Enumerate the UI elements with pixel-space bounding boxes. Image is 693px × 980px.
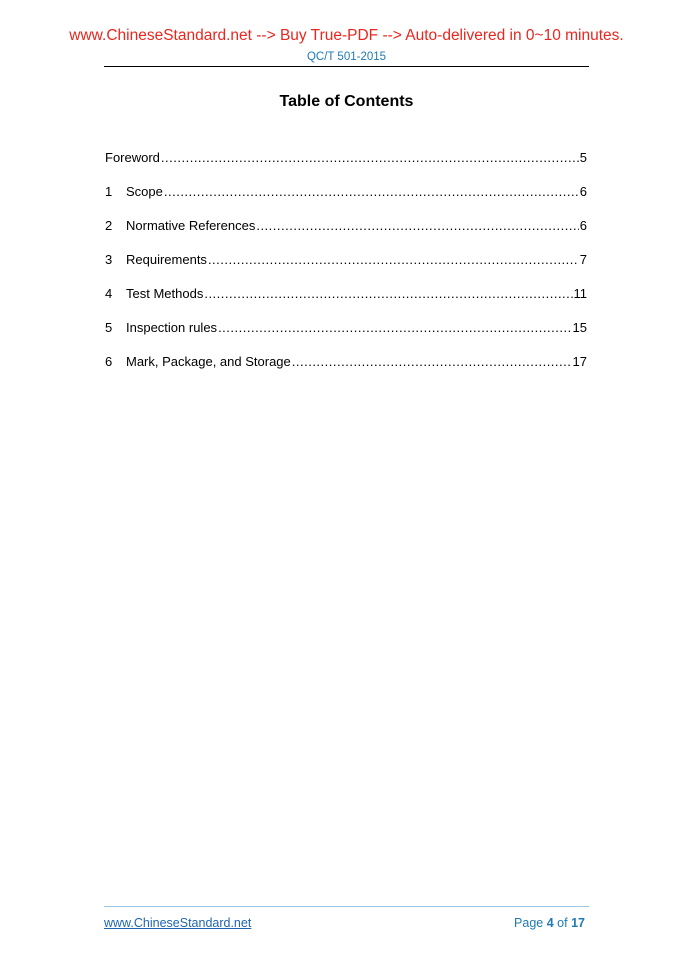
toc-entry-label: Normative References	[126, 218, 256, 233]
toc-entry-foreword[interactable]	[105, 150, 587, 184]
toc-entry-scope[interactable]	[105, 184, 587, 218]
toc-leader-dots	[218, 320, 571, 335]
toc-entry-page: 5	[579, 150, 587, 165]
toc-entry-page: 15	[572, 320, 587, 335]
table-of-contents	[105, 150, 587, 388]
toc-entry-requirements[interactable]	[105, 252, 587, 286]
footer-divider	[104, 906, 589, 907]
page-of: of	[557, 916, 568, 930]
page-current: 4	[546, 916, 554, 930]
header-divider	[104, 66, 589, 67]
toc-entry-page: 17	[572, 354, 587, 369]
toc-entry-normative-references[interactable]	[105, 218, 587, 252]
page-indicator	[514, 916, 585, 930]
toc-entry-test-methods[interactable]	[105, 286, 587, 320]
toc-entry-page: 6	[579, 218, 587, 233]
promo-banner[interactable]: www.ChineseStandard.net --> Buy True-PDF --> Auto-delivered in 0~10 minutes.	[69, 27, 624, 44]
toc-entry-page: 7	[579, 252, 587, 267]
toc-entry-number: 1	[105, 184, 113, 199]
toc-entry-mark-package-storage[interactable]	[105, 354, 587, 388]
toc-entry-label: Test Methods	[126, 286, 204, 301]
toc-entry-label: Scope	[126, 184, 163, 199]
toc-leader-dots	[208, 252, 579, 267]
toc-entry-number: 5	[105, 320, 113, 335]
toc-entry-number: 3	[105, 252, 113, 267]
toc-leader-dots	[292, 354, 572, 369]
toc-entry-page: 6	[579, 184, 587, 199]
page-prefix: Page	[514, 916, 544, 930]
toc-entry-label: Foreword	[105, 150, 160, 165]
toc-leader-dots	[256, 218, 578, 233]
toc-leader-dots	[204, 286, 572, 301]
toc-title: Table of Contents	[279, 93, 414, 110]
toc-entry-label: Mark, Package, and Storage	[126, 354, 291, 369]
footer-website-link[interactable]: www.ChineseStandard.net	[104, 916, 252, 930]
toc-entry-label: Requirements	[126, 252, 207, 267]
toc-leader-dots	[164, 184, 579, 199]
page-total: 17	[571, 916, 585, 930]
toc-entry-label: Inspection rules	[126, 320, 218, 335]
toc-entry-number: 6	[105, 354, 113, 369]
toc-entry-inspection-rules[interactable]	[105, 320, 587, 354]
toc-leader-dots	[161, 150, 579, 165]
toc-entry-number: 2	[105, 218, 113, 233]
document-id: QC/T 501-2015	[306, 51, 387, 63]
toc-entry-number: 4	[105, 286, 113, 301]
toc-entry-page: 11	[573, 286, 587, 301]
